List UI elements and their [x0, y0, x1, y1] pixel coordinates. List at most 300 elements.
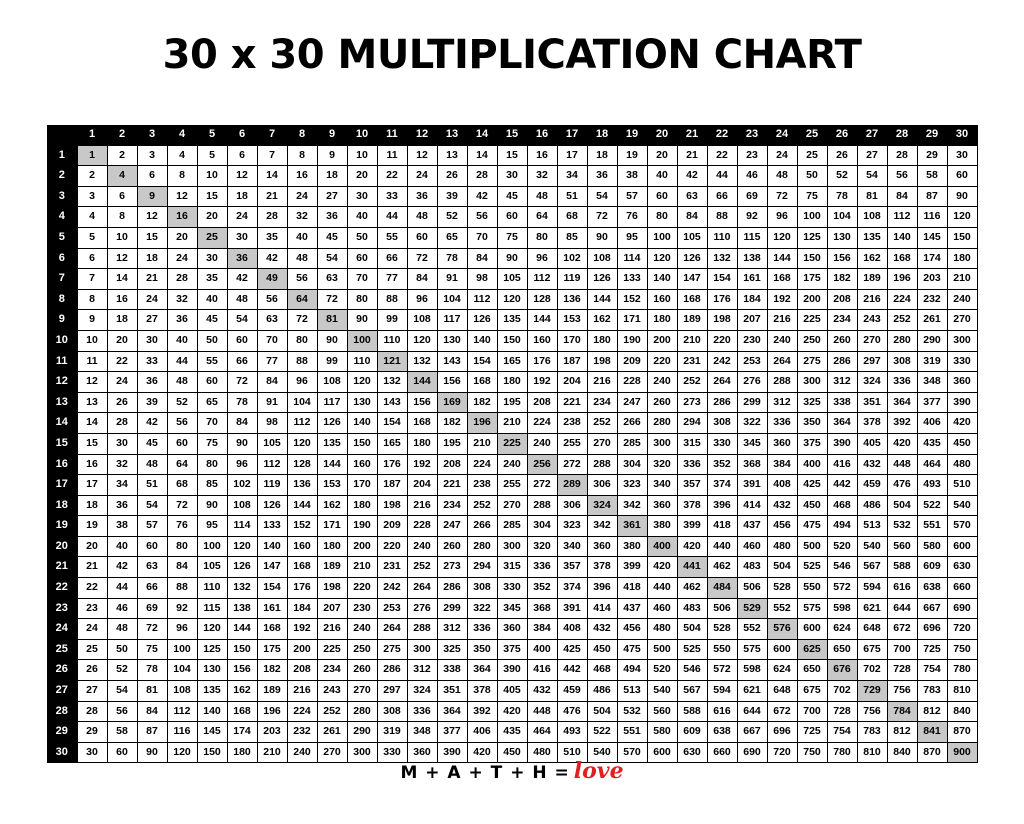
- product-cell: 33: [137, 351, 167, 372]
- table-row: [47, 145, 977, 166]
- product-cell: 92: [167, 598, 197, 619]
- product-cell: 255: [497, 475, 527, 496]
- product-cell: 87: [917, 186, 947, 207]
- product-cell: 225: [797, 310, 827, 331]
- product-cell: 144: [767, 248, 797, 269]
- product-cell: 88: [377, 289, 407, 310]
- product-cell: 63: [137, 557, 167, 578]
- product-cell: 196: [887, 269, 917, 290]
- product-cell: 210: [467, 433, 497, 454]
- product-cell: 72: [287, 310, 317, 331]
- product-cell: 252: [677, 372, 707, 393]
- product-cell: 24: [227, 207, 257, 228]
- product-cell: 224: [887, 289, 917, 310]
- product-cell: 330: [497, 578, 527, 599]
- column-header: 2: [107, 125, 137, 145]
- product-cell: 56: [167, 413, 197, 434]
- product-cell: 261: [917, 310, 947, 331]
- product-cell: 18: [77, 495, 107, 516]
- column-header: 20: [647, 125, 677, 145]
- product-cell: 64: [167, 454, 197, 475]
- product-cell: 322: [737, 413, 767, 434]
- product-cell: 532: [617, 701, 647, 722]
- product-cell: 90: [497, 248, 527, 269]
- product-cell: 231: [377, 557, 407, 578]
- product-cell: 580: [647, 722, 677, 743]
- product-cell: 208: [827, 289, 857, 310]
- product-cell: 55: [377, 227, 407, 248]
- product-cell: 242: [377, 578, 407, 599]
- product-cell: 168: [887, 248, 917, 269]
- product-cell: 374: [707, 475, 737, 496]
- product-cell: 69: [737, 186, 767, 207]
- product-cell-highlighted: 169: [437, 392, 467, 413]
- product-cell: 180: [317, 536, 347, 557]
- product-cell: 336: [767, 413, 797, 434]
- product-cell: 260: [647, 392, 677, 413]
- product-cell: 45: [137, 433, 167, 454]
- column-header-row: [47, 125, 977, 145]
- row-header: 3: [47, 186, 77, 207]
- product-cell: 464: [917, 454, 947, 475]
- product-cell: 92: [737, 207, 767, 228]
- product-cell: 58: [917, 166, 947, 187]
- product-cell: 345: [497, 598, 527, 619]
- product-cell: 252: [407, 557, 437, 578]
- product-cell: 175: [797, 269, 827, 290]
- product-cell: 780: [947, 660, 977, 681]
- product-cell: 180: [947, 248, 977, 269]
- product-cell: 338: [827, 392, 857, 413]
- product-cell: 207: [737, 310, 767, 331]
- product-cell: 84: [167, 557, 197, 578]
- product-cell: 143: [437, 351, 467, 372]
- product-cell: 60: [407, 227, 437, 248]
- product-cell: 504: [767, 557, 797, 578]
- product-cell: 570: [617, 742, 647, 763]
- product-cell: 38: [107, 516, 137, 537]
- product-cell: 600: [797, 619, 827, 640]
- product-cell: 209: [377, 516, 407, 537]
- product-cell: 95: [197, 516, 227, 537]
- product-cell: 224: [467, 454, 497, 475]
- product-cell: 672: [887, 619, 917, 640]
- product-cell: 165: [497, 351, 527, 372]
- product-cell: 144: [317, 454, 347, 475]
- product-cell: 40: [107, 536, 137, 557]
- multiplication-table: [47, 125, 978, 763]
- product-cell: 238: [467, 475, 497, 496]
- product-cell: 273: [677, 392, 707, 413]
- product-cell: 90: [197, 495, 227, 516]
- product-cell: 8: [107, 207, 137, 228]
- product-cell: 184: [737, 289, 767, 310]
- product-cell: 459: [857, 475, 887, 496]
- product-cell-highlighted: 196: [467, 413, 497, 434]
- product-cell: 15: [497, 145, 527, 166]
- product-cell: 330: [707, 433, 737, 454]
- product-cell: 26: [77, 660, 107, 681]
- product-cell: 247: [617, 392, 647, 413]
- product-cell: 675: [857, 639, 887, 660]
- table-row: [47, 289, 977, 310]
- product-cell: 522: [917, 495, 947, 516]
- product-cell: 6: [137, 166, 167, 187]
- product-cell: 240: [347, 619, 377, 640]
- product-cell: 3: [77, 186, 107, 207]
- product-cell: 153: [557, 310, 587, 331]
- product-cell: 48: [137, 454, 167, 475]
- product-cell: 55: [197, 351, 227, 372]
- product-cell: 5: [197, 145, 227, 166]
- product-cell: 17: [557, 145, 587, 166]
- row-header: 28: [47, 701, 77, 722]
- product-cell: 520: [827, 536, 857, 557]
- product-cell: 336: [467, 619, 497, 640]
- product-cell: 57: [137, 516, 167, 537]
- product-cell: 95: [617, 227, 647, 248]
- product-cell: 240: [527, 433, 557, 454]
- product-cell: 135: [857, 227, 887, 248]
- product-cell: 420: [497, 701, 527, 722]
- product-cell: 40: [647, 166, 677, 187]
- product-cell: 100: [197, 536, 227, 557]
- product-cell: 150: [947, 227, 977, 248]
- product-cell: 138: [227, 598, 257, 619]
- product-cell: 306: [587, 475, 617, 496]
- product-cell: 174: [917, 248, 947, 269]
- product-cell: 29: [77, 722, 107, 743]
- product-cell: 60: [167, 433, 197, 454]
- product-cell: 120: [647, 248, 677, 269]
- product-cell: 120: [347, 372, 377, 393]
- product-cell: 32: [167, 289, 197, 310]
- product-cell: 140: [347, 413, 377, 434]
- product-cell: 180: [497, 372, 527, 393]
- row-header: 8: [47, 289, 77, 310]
- product-cell: 30: [347, 186, 377, 207]
- product-cell: 54: [137, 495, 167, 516]
- product-cell: 432: [857, 454, 887, 475]
- product-cell: 304: [527, 516, 557, 537]
- product-cell: 34: [107, 475, 137, 496]
- product-cell: 30: [497, 166, 527, 187]
- product-cell: 520: [647, 660, 677, 681]
- product-cell: 102: [557, 248, 587, 269]
- product-cell: 390: [827, 433, 857, 454]
- table-row: [47, 495, 977, 516]
- product-cell: 156: [437, 372, 467, 393]
- product-cell: 319: [377, 722, 407, 743]
- product-cell: 630: [947, 557, 977, 578]
- row-header: 10: [47, 330, 77, 351]
- table-row: [47, 639, 977, 660]
- product-cell: 114: [227, 516, 257, 537]
- product-cell: 504: [677, 619, 707, 640]
- product-cell: 351: [857, 392, 887, 413]
- product-cell: 396: [587, 578, 617, 599]
- product-cell: 90: [227, 433, 257, 454]
- product-cell: 80: [527, 227, 557, 248]
- product-cell: 621: [737, 681, 767, 702]
- product-cell: 22: [707, 145, 737, 166]
- product-cell: 150: [797, 248, 827, 269]
- product-cell: 391: [737, 475, 767, 496]
- product-cell: 189: [857, 269, 887, 290]
- product-cell: 56: [467, 207, 497, 228]
- product-cell: 14: [467, 145, 497, 166]
- product-cell: 783: [917, 681, 947, 702]
- product-cell: 525: [797, 557, 827, 578]
- product-cell: 609: [917, 557, 947, 578]
- product-cell: 182: [437, 413, 467, 434]
- row-header: 24: [47, 619, 77, 640]
- product-cell: 560: [887, 536, 917, 557]
- product-cell: 598: [737, 660, 767, 681]
- product-cell: 12: [137, 207, 167, 228]
- product-cell: 7: [77, 269, 107, 290]
- product-cell: 780: [827, 742, 857, 763]
- product-cell: 23: [737, 145, 767, 166]
- product-cell: 102: [227, 475, 257, 496]
- product-cell: 240: [947, 289, 977, 310]
- product-cell: 120: [197, 619, 227, 640]
- product-cell: 120: [227, 536, 257, 557]
- product-cell: 98: [467, 269, 497, 290]
- product-cell: 483: [677, 598, 707, 619]
- product-cell-highlighted: 324: [587, 495, 617, 516]
- product-cell: 276: [407, 598, 437, 619]
- product-cell: 24: [137, 289, 167, 310]
- product-cell: 145: [917, 227, 947, 248]
- product-cell: 300: [497, 536, 527, 557]
- product-cell: 44: [167, 351, 197, 372]
- product-cell: 117: [317, 392, 347, 413]
- product-cell: 126: [467, 310, 497, 331]
- product-cell: 330: [377, 742, 407, 763]
- product-cell: 468: [587, 660, 617, 681]
- product-cell: 240: [287, 742, 317, 763]
- product-cell: 24: [287, 186, 317, 207]
- product-cell: 216: [767, 310, 797, 331]
- product-cell: 572: [827, 578, 857, 599]
- column-header: 6: [227, 125, 257, 145]
- product-cell: 135: [197, 681, 227, 702]
- product-cell-highlighted: 625: [797, 639, 827, 660]
- product-cell: 147: [677, 269, 707, 290]
- product-cell: 756: [887, 681, 917, 702]
- product-cell: 300: [407, 639, 437, 660]
- product-cell: 108: [587, 248, 617, 269]
- product-cell: 432: [767, 495, 797, 516]
- product-cell: 187: [557, 351, 587, 372]
- product-cell: 270: [347, 681, 377, 702]
- product-cell: 104: [437, 289, 467, 310]
- product-cell: 192: [407, 454, 437, 475]
- product-cell: 220: [347, 578, 377, 599]
- product-cell: 6: [227, 145, 257, 166]
- product-cell: 16: [107, 289, 137, 310]
- product-cell: 598: [827, 598, 857, 619]
- row-header: 27: [47, 681, 77, 702]
- product-cell: 126: [257, 495, 287, 516]
- product-cell: 44: [377, 207, 407, 228]
- multiplication-grid: [47, 125, 977, 763]
- product-cell: 368: [527, 598, 557, 619]
- table-row: [47, 536, 977, 557]
- product-cell: 76: [617, 207, 647, 228]
- product-cell: 660: [947, 578, 977, 599]
- product-cell: 660: [707, 742, 737, 763]
- product-cell: 756: [857, 701, 887, 722]
- row-header: 16: [47, 454, 77, 475]
- row-header: 4: [47, 207, 77, 228]
- product-cell: 280: [467, 536, 497, 557]
- product-cell: 378: [857, 413, 887, 434]
- product-cell-highlighted: 25: [197, 227, 227, 248]
- product-cell: 78: [827, 186, 857, 207]
- product-cell: 324: [857, 372, 887, 393]
- product-cell: 300: [947, 330, 977, 351]
- table-row: [47, 392, 977, 413]
- product-cell: 290: [347, 722, 377, 743]
- product-cell: 352: [527, 578, 557, 599]
- product-cell: 380: [617, 536, 647, 557]
- product-cell-highlighted: 361: [617, 516, 647, 537]
- product-cell: 96: [767, 207, 797, 228]
- product-cell: 420: [677, 536, 707, 557]
- product-cell: 322: [467, 598, 497, 619]
- product-cell: 26: [437, 166, 467, 187]
- product-cell: 266: [617, 413, 647, 434]
- product-cell: 189: [677, 310, 707, 331]
- product-cell: 115: [197, 598, 227, 619]
- product-cell: 312: [407, 660, 437, 681]
- product-cell: 36: [407, 186, 437, 207]
- product-cell: 120: [287, 433, 317, 454]
- product-cell: 21: [677, 145, 707, 166]
- product-cell: 42: [227, 269, 257, 290]
- product-cell: 99: [377, 310, 407, 331]
- product-cell: 638: [917, 578, 947, 599]
- product-cell: 255: [557, 433, 587, 454]
- product-cell: 506: [707, 598, 737, 619]
- product-cell: 667: [917, 598, 947, 619]
- product-cell: 9: [317, 145, 347, 166]
- product-cell: 189: [257, 681, 287, 702]
- product-cell: 168: [287, 557, 317, 578]
- product-cell: 105: [677, 227, 707, 248]
- product-cell: 180: [587, 330, 617, 351]
- product-cell: 232: [917, 289, 947, 310]
- product-cell: 36: [107, 495, 137, 516]
- product-cell: 152: [287, 516, 317, 537]
- product-cell: 243: [857, 310, 887, 331]
- column-header: 3: [137, 125, 167, 145]
- product-cell: 532: [887, 516, 917, 537]
- footer-equation: M + A + T + H =: [400, 763, 570, 783]
- product-cell: 48: [107, 619, 137, 640]
- product-cell: 325: [797, 392, 827, 413]
- product-cell: 648: [857, 619, 887, 640]
- product-cell: 28: [167, 269, 197, 290]
- product-cell: 420: [947, 413, 977, 434]
- product-cell: 80: [167, 536, 197, 557]
- product-cell: 540: [947, 495, 977, 516]
- product-cell: 57: [617, 186, 647, 207]
- product-cell: 324: [407, 681, 437, 702]
- column-header: 24: [767, 125, 797, 145]
- product-cell: 414: [737, 495, 767, 516]
- product-cell: 140: [257, 536, 287, 557]
- product-cell: 150: [227, 639, 257, 660]
- product-cell: 3: [137, 145, 167, 166]
- product-cell: 450: [587, 639, 617, 660]
- product-cell: 34: [557, 166, 587, 187]
- product-cell: 182: [257, 660, 287, 681]
- product-cell: 32: [287, 207, 317, 228]
- product-cell: 396: [707, 495, 737, 516]
- product-cell: 378: [587, 557, 617, 578]
- product-cell: 154: [467, 351, 497, 372]
- product-cell: 108: [407, 310, 437, 331]
- column-header: 9: [317, 125, 347, 145]
- product-cell: 630: [677, 742, 707, 763]
- product-cell: 88: [167, 578, 197, 599]
- product-cell: 192: [287, 619, 317, 640]
- product-cell: 54: [107, 681, 137, 702]
- product-cell: 77: [377, 269, 407, 290]
- product-cell: 56: [887, 166, 917, 187]
- product-cell: 247: [437, 516, 467, 537]
- product-cell: 475: [617, 639, 647, 660]
- product-cell: 364: [437, 701, 467, 722]
- table-row: [47, 516, 977, 537]
- product-cell: 297: [857, 351, 887, 372]
- product-cell: 72: [227, 372, 257, 393]
- product-cell: 80: [197, 454, 227, 475]
- product-cell: 50: [797, 166, 827, 187]
- product-cell: 108: [317, 372, 347, 393]
- product-cell: 48: [527, 186, 557, 207]
- product-cell: 270: [857, 330, 887, 351]
- product-cell: 96: [527, 248, 557, 269]
- product-cell: 108: [167, 681, 197, 702]
- product-cell: 40: [197, 289, 227, 310]
- product-cell: 187: [377, 475, 407, 496]
- product-cell: 66: [707, 186, 737, 207]
- product-cell: 506: [737, 578, 767, 599]
- product-cell: 288: [767, 372, 797, 393]
- product-cell: 252: [887, 310, 917, 331]
- product-cell: 5: [77, 227, 107, 248]
- product-cell: 30: [947, 145, 977, 166]
- product-cell: 435: [497, 722, 527, 743]
- product-cell: 580: [917, 536, 947, 557]
- product-cell: 140: [887, 227, 917, 248]
- product-cell: 384: [767, 454, 797, 475]
- product-cell: 52: [827, 166, 857, 187]
- product-cell: 147: [257, 557, 287, 578]
- table-row: [47, 701, 977, 722]
- product-cell: 342: [617, 495, 647, 516]
- product-cell: 51: [557, 186, 587, 207]
- product-cell: 360: [587, 536, 617, 557]
- product-cell: 260: [437, 536, 467, 557]
- row-header: 18: [47, 495, 77, 516]
- row-header: 6: [47, 248, 77, 269]
- column-header: 8: [287, 125, 317, 145]
